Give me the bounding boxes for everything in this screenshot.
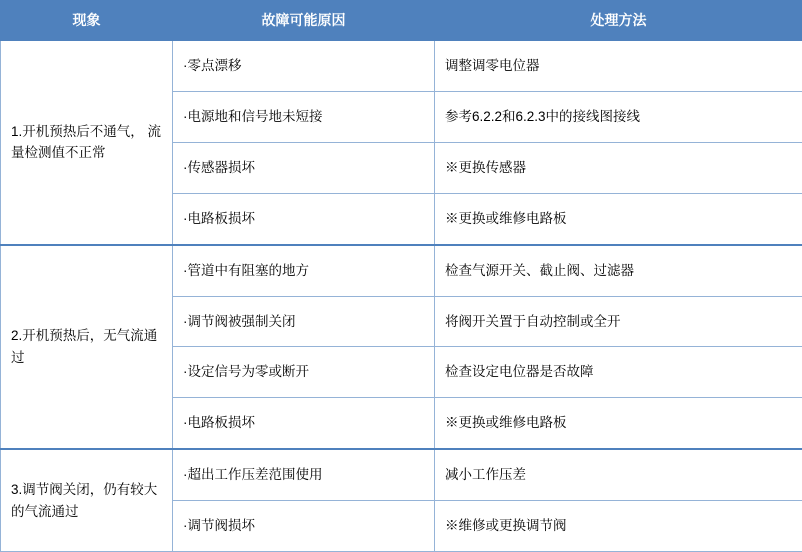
cause-cell: ·设定信号为零或断开 — [173, 347, 435, 398]
cause-cell: ·零点漂移 — [173, 40, 435, 92]
column-header-fix: 处理方法 — [435, 1, 802, 41]
cause-cell: ·传感器损坏 — [173, 142, 435, 193]
symptom-cell: 3.调节阀关闭，仍有较大的气流通过 — [1, 449, 173, 551]
symptom-cell: 2.开机预热后，无气流通过 — [1, 245, 173, 450]
table-body — [1, 40, 802, 552]
fix-cell: 检查设定电位器是否故障 — [435, 347, 802, 398]
cause-cell: ·电路板损坏 — [173, 398, 435, 450]
cause-cell: ·管道中有阻塞的地方 — [173, 245, 435, 297]
table-header — [1, 1, 802, 41]
fix-cell: 将阀开关置于自动控制或全开 — [435, 296, 802, 347]
fix-cell: ※更换或维修电路板 — [435, 193, 802, 245]
symptom-cell: 1.开机预热后不通气， 流量检测值不正常 — [1, 40, 173, 245]
cause-cell: ·调节阀损坏 — [173, 501, 435, 552]
fix-cell: ※维修或更换调节阀 — [435, 501, 802, 552]
cause-cell: ·电路板损坏 — [173, 193, 435, 245]
fix-cell: 检查气源开关、截止阀、过滤器 — [435, 245, 802, 297]
fix-cell: ※更换或维修电路板 — [435, 398, 802, 450]
fix-cell: ※更换传感器 — [435, 142, 802, 193]
cause-cell: ·电源地和信号地未短接 — [173, 92, 435, 143]
fix-cell: 参考6.2.2和6.2.3中的接线图接线 — [435, 92, 802, 143]
column-header-cause: 故障可能原因 — [173, 1, 435, 41]
cause-cell: ·调节阀被强制关闭 — [173, 296, 435, 347]
fix-cell: 减小工作压差 — [435, 449, 802, 501]
cause-cell: ·超出工作压差范围使用 — [173, 449, 435, 501]
table-row — [1, 245, 802, 297]
column-header-symptom: 现象 — [1, 1, 173, 41]
fix-cell: 调整调零电位器 — [435, 40, 802, 92]
table-header-row — [1, 1, 802, 41]
table-row — [1, 449, 802, 501]
table-row — [1, 40, 802, 92]
